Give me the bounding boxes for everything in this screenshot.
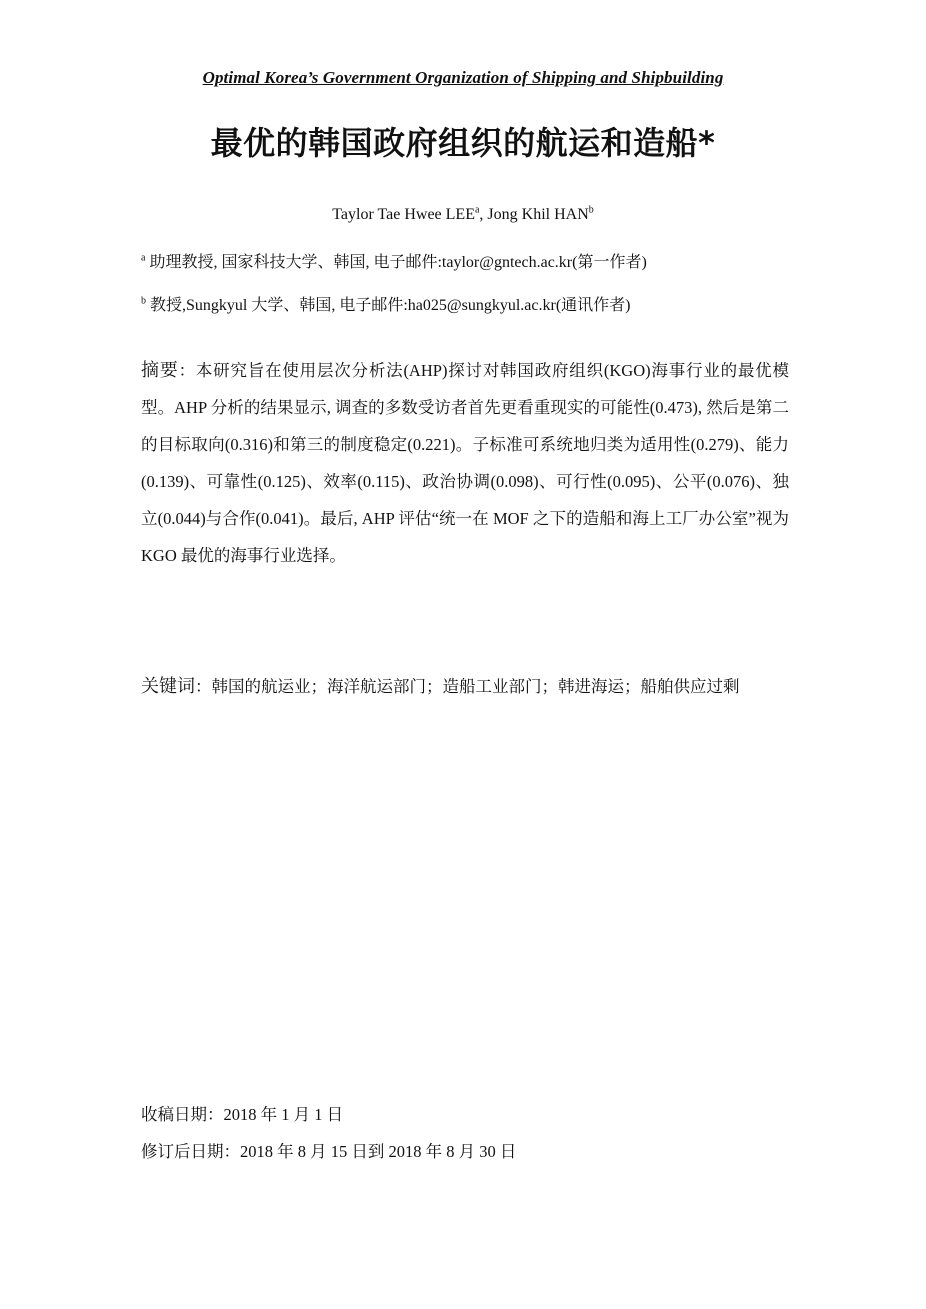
affiliation-marker-b: b xyxy=(141,295,146,307)
abstract-text: 本研究旨在使用层次分析法(AHP)探讨对韩国政府组织(KGO)海事行业的最优模型。AHP 分析的结果显示, 调查的多数受访者首先更看重现实的可能性(0.473), 然后是第二的目标取向(0.316)和第三的制度稳定(0.221)。子标准可系统地归类为适用性(0.279)、能力(0.139)、可靠性(0.125)、效率(0.115)、政治协调(0.098)、可行性(0.095)、公平(0.076)、独立(0.044)与合作(0.041)。最后, AHP 评估“统一在 MOF 之下的造船和海上工厂办公室”视为 KGO 最优的海事行业选择。 xyxy=(141,361,790,565)
author-name-2: Jong Khil HAN xyxy=(487,206,589,223)
affiliation-a xyxy=(141,249,801,272)
affiliation-marker-a: a xyxy=(141,252,146,264)
keywords-label: 关键词 xyxy=(141,676,195,697)
abstract-label-colon: ： xyxy=(178,361,196,380)
author-affil-marker-1: a xyxy=(474,204,480,216)
author-affil-marker-2: b xyxy=(588,204,594,216)
revised-date: 修订后日期：2018 年 8 月 15 日到 2018 年 8 月 30 日 xyxy=(141,1142,517,1161)
author-line xyxy=(0,206,926,224)
abstract-section xyxy=(141,352,789,574)
author-name-1: Taylor Tae Hwee LEE xyxy=(332,206,475,223)
author-separator: , xyxy=(479,206,488,223)
affiliation-b xyxy=(141,292,801,315)
keywords-text: 韩国的航运业；海洋航运部门；造船工业部门；韩进海运；船舶供应过剩 xyxy=(211,677,740,696)
abstract-label: 摘要 xyxy=(141,360,179,381)
affiliation-text-b: 教授,Sungkyul 大学、韩国, 电子邮件:ha025@sungkyul.ac.kr(通讯作者) xyxy=(146,297,631,314)
affiliation-text-a: 助理教授, 国家科技大学、韩国, 电子邮件:taylor@gntech.ac.kr(第一作者) xyxy=(145,254,647,271)
keywords-label-colon: ： xyxy=(195,677,212,696)
running-title: Optimal Korea’s Government Organization of Shipping and Shipbuilding xyxy=(202,68,724,87)
keywords-section xyxy=(141,668,789,705)
received-date: 收稿日期：2018 年 1 月 1 日 xyxy=(141,1105,344,1124)
paper-title: 最优的韩国政府组织的航运和造船* xyxy=(210,124,716,162)
